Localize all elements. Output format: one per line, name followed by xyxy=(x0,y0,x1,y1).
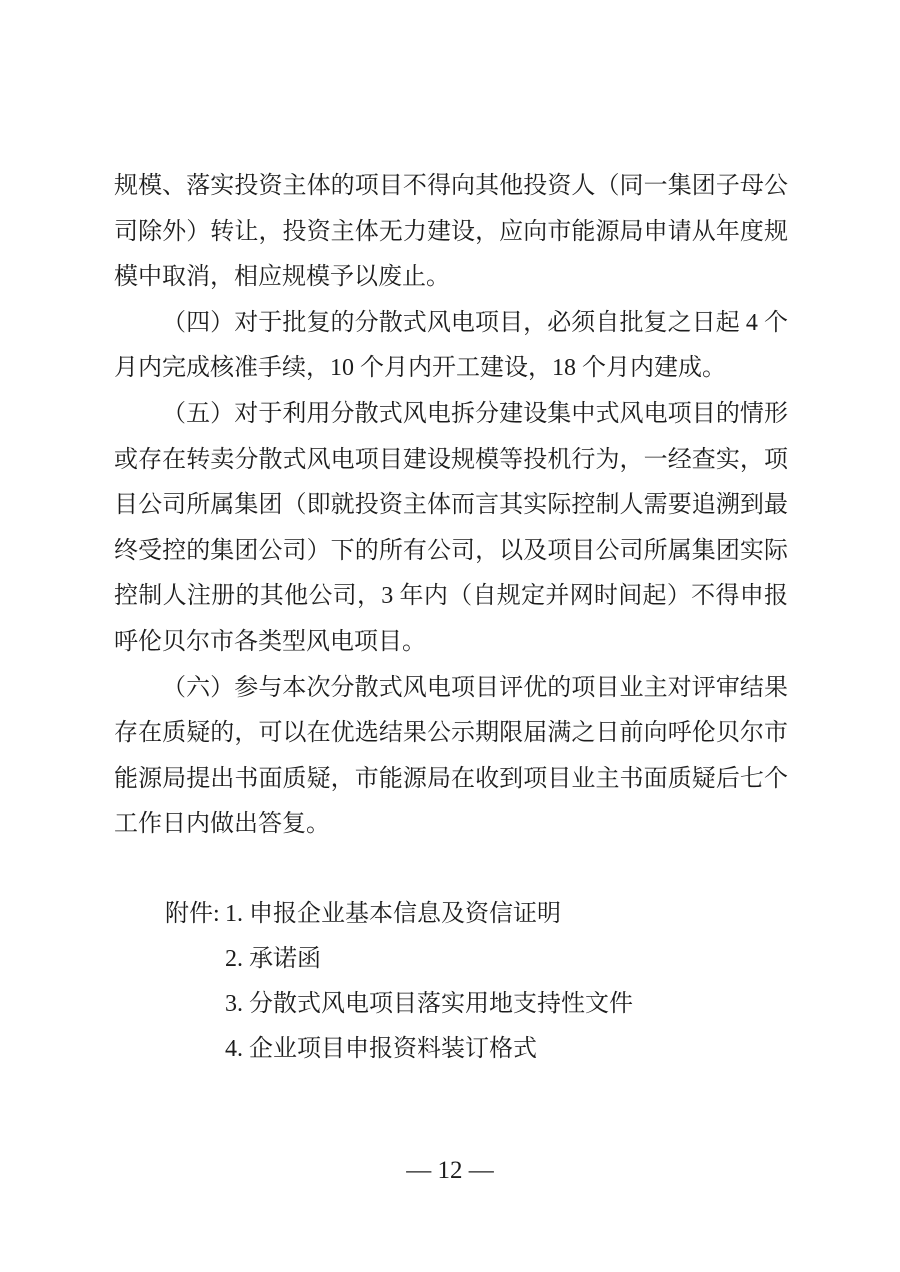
body-line: 模中取消，相应规模予以废止。 xyxy=(114,264,450,291)
body-line: 月内完成核准手续，10 个月内开工建设，18 个月内建成。 xyxy=(114,355,726,382)
body-line: 司除外）转让，投资主体无力建设，应向市能源局申请从年度规 xyxy=(114,218,788,245)
attachment-line xyxy=(165,937,785,982)
attachment-label: 附件: xyxy=(165,901,220,927)
body-line: （五）对于利用分散式风电拆分建设集中式风电项目的情形 xyxy=(162,400,788,427)
body-line: 规模、落实投资主体的项目不得向其他投资人（同一集团子母公 xyxy=(114,173,788,199)
page-number: — 12 — xyxy=(406,1157,494,1184)
document-body-text xyxy=(114,164,788,848)
attachment-line xyxy=(165,1027,785,1072)
body-line: 呼伦贝尔市各类型风电项目。 xyxy=(114,628,426,655)
body-line: 目公司所属集团（即就投资主体而言其实际控制人需要追溯到最 xyxy=(114,492,788,519)
body-line: 终受控的集团公司）下的所有公司，以及项目公司所属集团实际 xyxy=(114,537,788,564)
body-line: 工作日内做出答复。 xyxy=(114,811,330,838)
body-line: 或存在转卖分散式风电项目建设规模等投机行为，一经查实，项 xyxy=(114,446,788,473)
body-line: 存在质疑的，可以在优选结果公示期限届满之日前向呼伦贝尔市 xyxy=(114,720,788,747)
attachment-line xyxy=(165,982,785,1027)
attachment-item: 4. 企业项目申报资料装订格式 xyxy=(225,1036,537,1062)
attachment-line xyxy=(165,892,785,937)
body-line: 控制人注册的其他公司，3 年内（自规定并网时间起）不得申报 xyxy=(114,583,788,610)
attachment-item: 2. 承诺函 xyxy=(225,946,321,972)
body-line: （四）对于批复的分散式风电项目，必须自批复之日起 4 个 xyxy=(162,309,788,336)
attachment-item: 3. 分散式风电项目落实用地支持性文件 xyxy=(225,991,633,1017)
attachment-item: 1. 申报企业基本信息及资信证明 xyxy=(225,901,561,927)
attachment-list xyxy=(165,892,785,1072)
body-line: 能源局提出书面质疑，市能源局在收到项目业主书面质疑后七个 xyxy=(114,765,788,792)
body-line: （六）参与本次分散式风电项目评优的项目业主对评审结果 xyxy=(162,674,788,701)
page-footer xyxy=(0,1148,900,1193)
